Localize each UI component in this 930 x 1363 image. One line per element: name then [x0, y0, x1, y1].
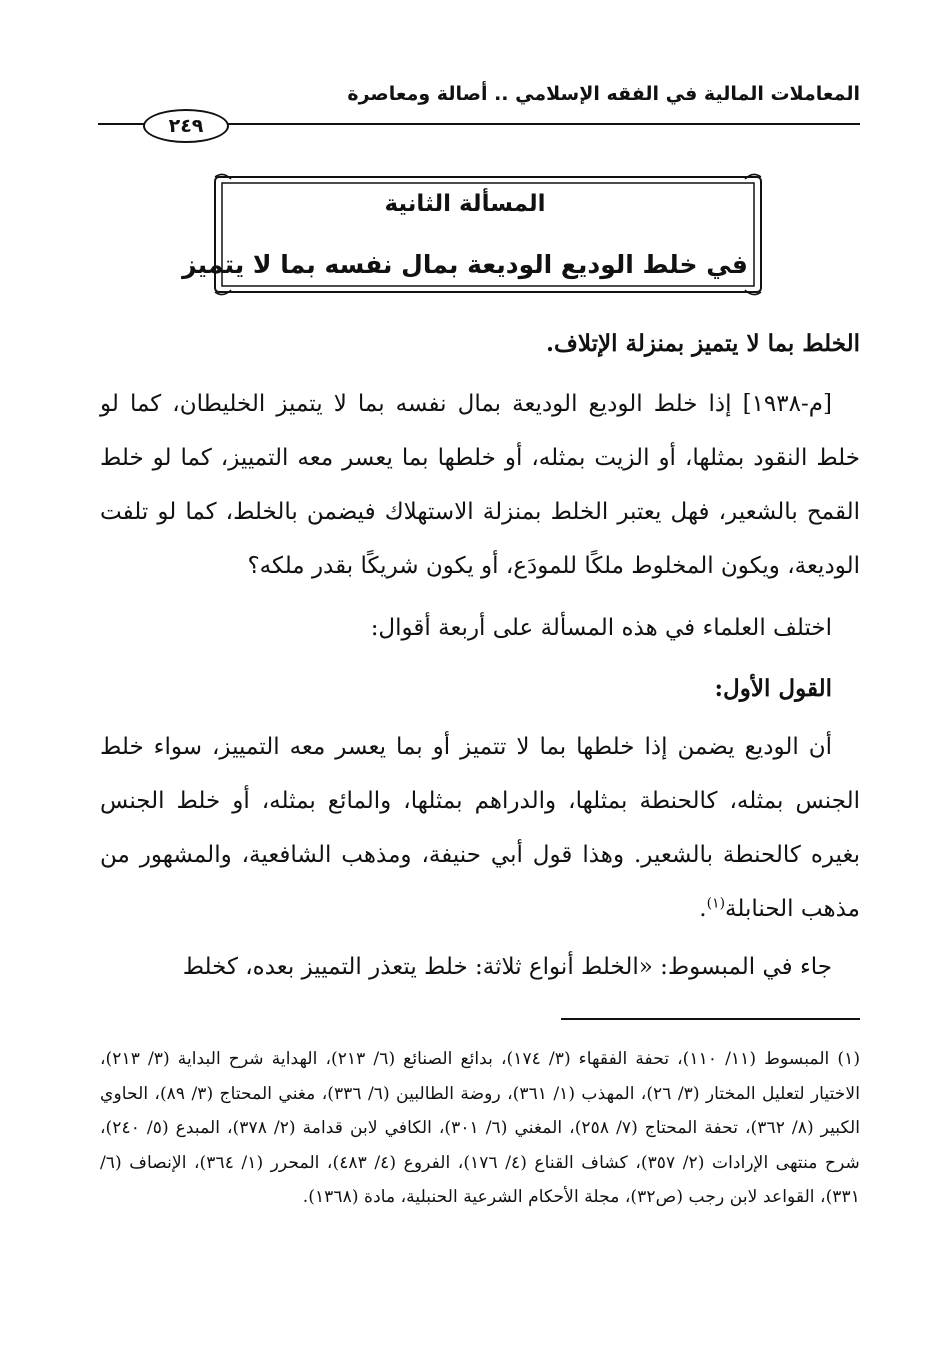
- running-header-title: المعاملات المالية في الفقه الإسلامي .. أصالة ومعاصرة: [347, 83, 860, 105]
- section-subtitle-text: في خلط الوديع الوديعة بمال نفسه بما لا يتميز: [182, 250, 748, 279]
- footnote-marker: (١): [837, 1049, 861, 1069]
- disagreement-paragraph: اختلف العلماء في هذه المسألة على أربعة أقوال:: [370, 615, 832, 641]
- first-opinion-end: .: [699, 896, 707, 922]
- quote-paragraph: جاء في المبسوط: «الخلط أنواع ثلاثة: خلط يتعذر التمييز بعده، كخلط: [182, 954, 832, 980]
- first-opinion-paragraph: [100, 720, 860, 936]
- footnote-separator: [561, 1018, 860, 1020]
- footnote-reference[interactable]: (١): [706, 895, 726, 912]
- section-title: [0, 186, 930, 222]
- page-number: ٢٤٩: [143, 109, 229, 143]
- footnote-text: المبسوط (١١/ ١١٠)، تحفة الفقهاء (٣/ ١٧٤)، بدائع الصنائع (٦/ ٢١٣)، الهداية شرح البداية (٣/ ٢١٣)، الاختيار لتعليل المختار (٣/ ٢٦)، المهذب (١/ ٣٦١)، روضة الطالبين (٦/ ٣٣٦)، مغني المحتاج (٣/ ٨٩)، الحاوي الكبير (٨/ ٣٦٢)، تحفة المحتاج (٧/ ٢٥٨)، المغني (٦/ ٣٠١)، الكافي لابن قدامة (٢/ ٣٧٨)، المبدع (٥/ ٢٤٠)، شرح منتهى الإرادات (٢/ ٣٥٧)، كشاف القناع (٤/ ١٧٦)، الفروع (٤/ ٤٨٣)، المحرر (١/ ٣٦٤)، الإنصاف (٦/ ٣٣١)، القواعد لابن رجب (ص٣٢)، مجلة الأحكام الشرعية الحنبلية، مادة (١٣٦٨).: [100, 1049, 860, 1207]
- section-subtitle: [0, 246, 930, 284]
- first-opinion-text: أن الوديع يضمن إذا خلطها بما لا تتميز أو بما يعسر معه التمييز، سواء خلط الجنس بمثله، كالحنطة بمثلها، والدراهم بمثلها، والمائع بمثله، أو خلط الجنس بغيره كالحنطة بالشعير. وهذا قول أبي حنيفة، ومذهب الشافعية، والمشهور من مذهب الحنابلة: [100, 734, 860, 922]
- section-title-text: المسألة الثانية: [384, 191, 546, 217]
- question-paragraph: [م-١٩٣٨] إذا خلط الوديع الوديعة بمال نفسه بما لا يتميز الخليطان، كما لو خلط النقود بمثلها، أو الزيت بمثله، أو خلطها بما يعسر معه التمييز، كما لو خلط القمح بالشعير، فهل يعتبر الخلط بمنزلة الاستهلاك فيضمن بالخلط، كما لو تلفت الوديعة، ويكون المخلوط ملكًا للمودَع، أو يكون شريكًا بقدر ملكه؟: [100, 391, 860, 579]
- first-opinion-heading: القول الأول:: [714, 675, 832, 702]
- footnote: [100, 1042, 860, 1215]
- lead-sentence: الخلط بما لا يتميز بمنزلة الإتلاف.: [546, 330, 860, 357]
